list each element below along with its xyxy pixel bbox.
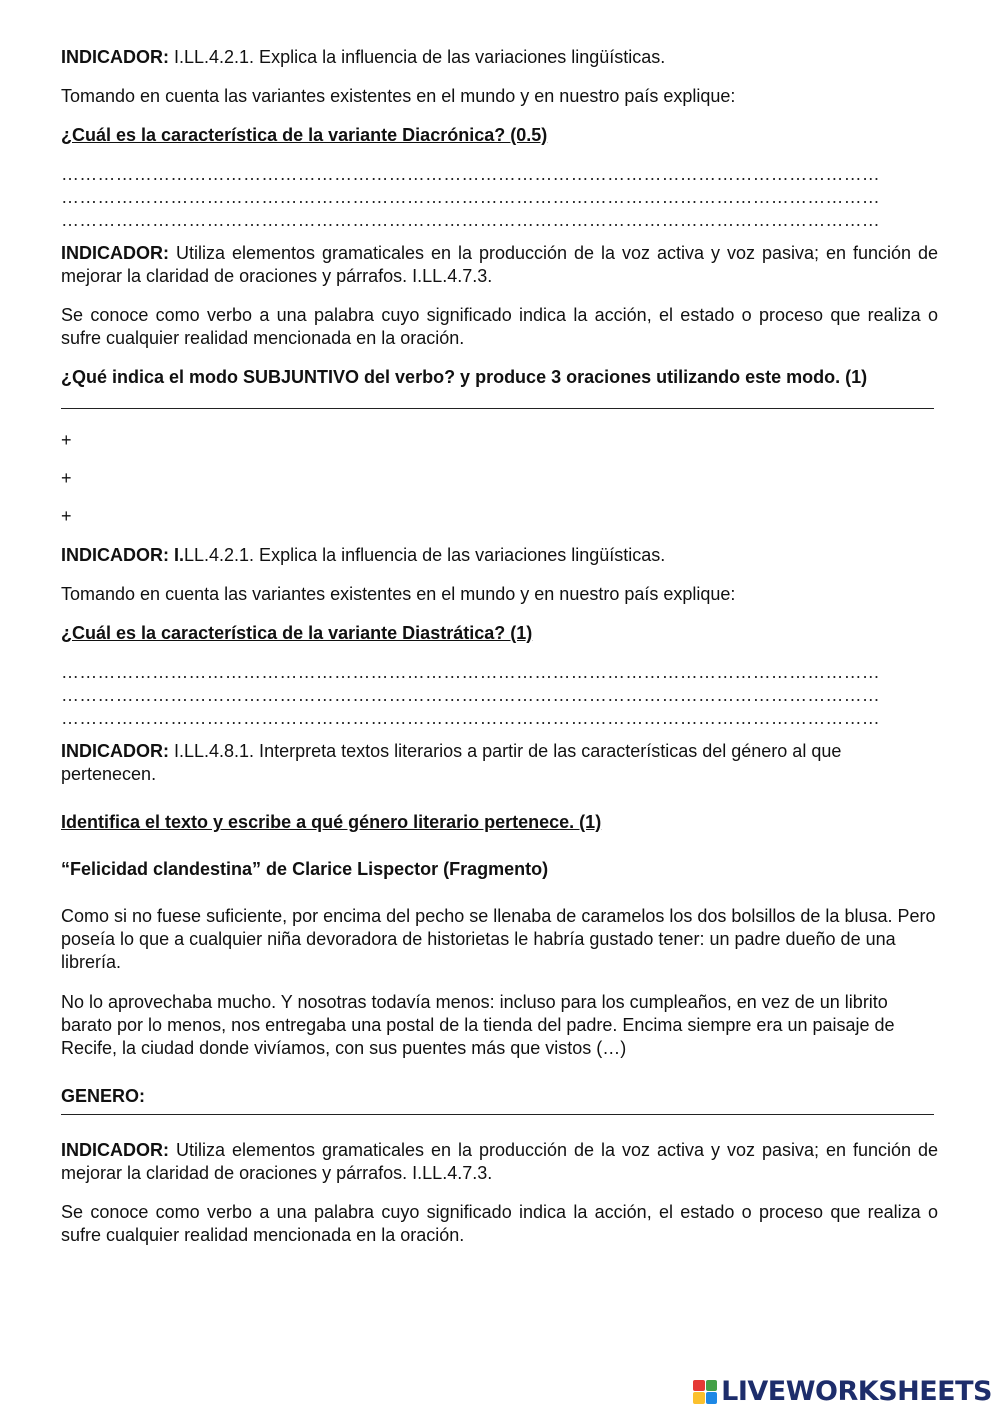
indicator-label: INDICADOR: I. (61, 545, 184, 565)
indicator-label: INDICADOR: (61, 1140, 169, 1160)
indicator-label: INDICADOR: (61, 741, 169, 761)
intro-3: Tomando en cuenta las variantes existentes en el mundo y en nuestro país explique: (61, 584, 736, 604)
indicator-label: INDICADOR: (61, 243, 169, 263)
genre-label: GENERO: (61, 1086, 146, 1106)
dotted-line[interactable]: ……………………………………………………………………………………………………………………… (61, 685, 880, 705)
indicator-label: INDICADOR: (61, 47, 169, 67)
indicator-text: I.LL.4.2.1. Explica la influencia de las variaciones lingüísticas. (169, 47, 666, 67)
task-genero: Identifica el texto y escribe a qué género literario pertenece. (1) (61, 812, 602, 832)
indicator-1 (61, 46, 938, 69)
indicator-text: Utiliza elementos gramaticales en la producción de la voz activa y voz pasiva; en función de mejorar la claridad de oraciones y párrafos. I.LL.4.7.3. (61, 243, 938, 286)
logo-icon (693, 1380, 717, 1404)
indicator-text: I.LL.4.8.1. Interpreta textos literarios a partir de las características del género al que pertenecen. (61, 741, 842, 784)
intro-2: Se conoce como verbo a una palabra cuyo significado indica la acción, el estado o proceso que realiza o sufre cualquier realidad mencionada en la oración. (61, 305, 938, 348)
indicator-2 (61, 242, 938, 288)
fragment-paragraph-2: No lo aprovechaba mucho. Y nosotras todavía menos: incluso para los cumpleaños, en vez de un librito barato por lo menos, nos entregaba una postal de la tienda del padre. Encima siempre era un paisaje de Recife, la ciudad donde vivíamos, con sus puentes más que vistos (…) (61, 992, 895, 1058)
answer-line[interactable] (61, 408, 934, 409)
indicator-3 (61, 544, 938, 567)
bullet-2: + (61, 468, 72, 488)
question-diacronica: ¿Cuál es la característica de la variante Diacrónica? (0.5) (61, 125, 548, 145)
logo-text: LIVEWORKSHEETS (721, 1376, 992, 1407)
intro-1: Tomando en cuenta las variantes existentes en el mundo y en nuestro país explique: (61, 86, 736, 106)
genre-answer-line[interactable] (61, 1114, 934, 1115)
indicator-text: LL.4.2.1. Explica la influencia de las variaciones lingüísticas. (184, 545, 666, 565)
answer-area-3[interactable] (61, 661, 938, 730)
worksheet (61, 46, 938, 1247)
indicator-text: Utiliza elementos gramaticales en la producción de la voz activa y voz pasiva; en función de mejorar la claridad de oraciones y párrafos. I.LL.4.7.3. (61, 1140, 938, 1183)
dotted-line[interactable]: ……………………………………………………………………………………………………………………… (61, 210, 880, 230)
fragment-paragraph-1: Como si no fuese suficiente, por encima del pecho se llenaba de caramelos los dos bolsillos de la blusa. Pero poseía lo que a cualquier niña devoradora de historietas le habría gustado tener: un padre dueño de una librería. (61, 906, 936, 972)
liveworksheets-logo[interactable] (693, 1376, 992, 1407)
dotted-line[interactable]: ……………………………………………………………………………………………………………………… (61, 662, 880, 682)
intro-5: Se conoce como verbo a una palabra cuyo significado indica la acción, el estado o proceso que realiza o sufre cualquier realidad mencionada en la oración. (61, 1202, 938, 1245)
indicator-5 (61, 1139, 938, 1185)
text-title: “Felicidad clandestina” de Clarice Lispector (Fragmento) (61, 859, 549, 879)
answer-area-1[interactable] (61, 163, 938, 232)
indicator-4 (61, 740, 938, 786)
question-diastratica: ¿Cuál es la característica de la variante Diastrática? (1) (61, 623, 533, 643)
bullet-1: + (61, 430, 72, 450)
dotted-line[interactable]: ……………………………………………………………………………………………………………………… (61, 187, 880, 207)
question-subjuntivo: ¿Qué indica el modo SUBJUNTIVO del verbo? y produce 3 oraciones utilizando este modo. (1) (61, 367, 868, 387)
dotted-line[interactable]: ……………………………………………………………………………………………………………………… (61, 708, 880, 728)
bullet-3: + (61, 506, 72, 526)
dotted-line[interactable]: ……………………………………………………………………………………………………………………… (61, 164, 880, 184)
